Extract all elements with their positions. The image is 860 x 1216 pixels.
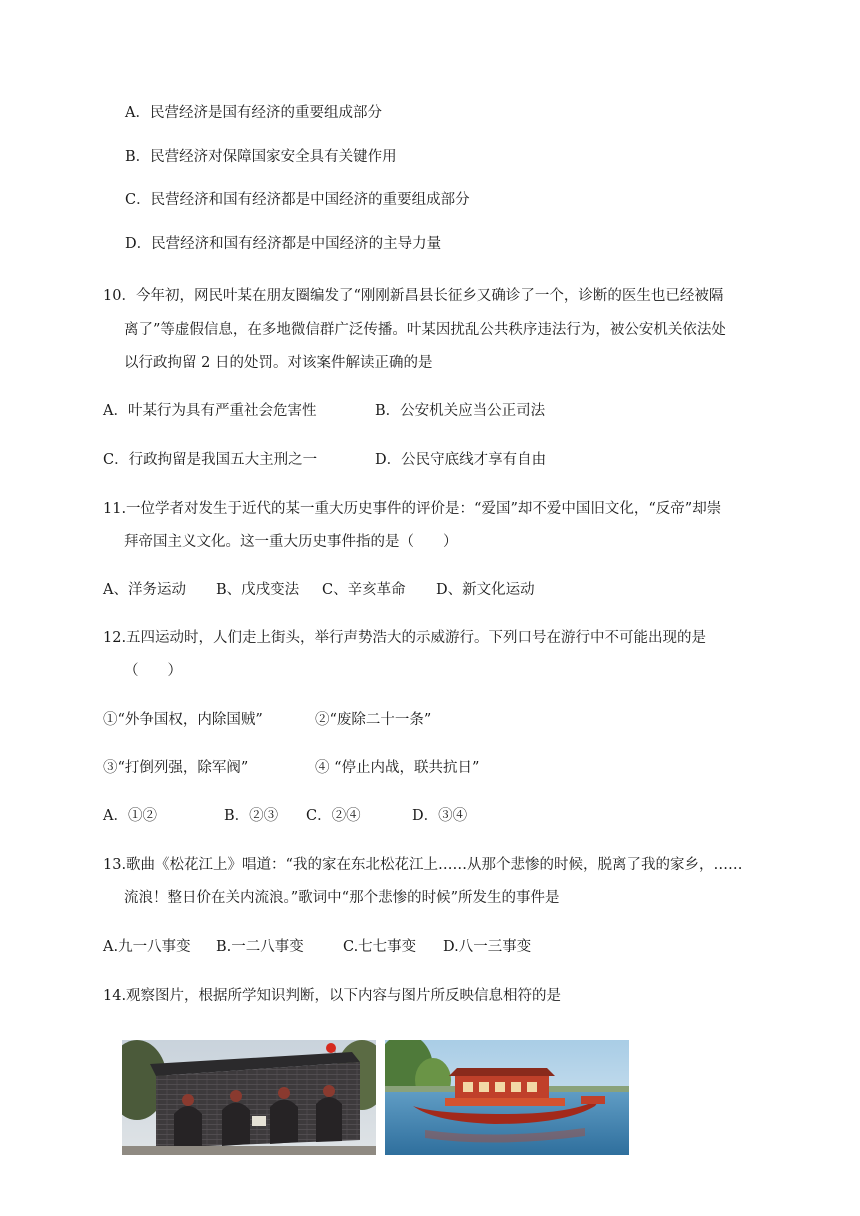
- q10-option-c: C．行政拘留是我国五大主刑之一: [103, 452, 318, 468]
- q11-option-c: C、辛亥革命: [322, 582, 406, 598]
- q11-option-a: A、洋务运动: [103, 582, 186, 598]
- q9-option-b: B．民营经济对保障国家安全具有关键作用: [125, 149, 397, 165]
- q12-slogan-1: ①“外争国权，内除国贼”: [103, 712, 263, 728]
- q11-option-d: D、新文化运动: [436, 582, 535, 598]
- q12-option-b: B．②③: [224, 808, 279, 824]
- q11-stem-line-2: 拜帝国主义文化。这一重大历史事件指的是（ ）: [124, 534, 458, 550]
- q12-stem-line-2: （ ）: [124, 663, 182, 679]
- q10-stem-line-2: 离了”等虚假信息，在多地微信群广泛传播。叶某因扰乱公共秩序违法行为，被公安机关依法处: [124, 322, 726, 338]
- q13-options: [103, 937, 753, 957]
- q12-slogans-row-1: [103, 710, 753, 730]
- q11-option-b: B、戊戌变法: [216, 582, 300, 598]
- q13-option-c: C.七七事变: [343, 939, 417, 955]
- q11-stem-line-1: 11.一位学者对发生于近代的某一重大历史事件的评价是：“爱国”却不爱中国旧文化，“反帝”却崇: [103, 501, 722, 517]
- q12-slogan-3: ③“打倒列强，除军阀”: [103, 760, 249, 776]
- q13-option-a: A.九一八事变: [103, 939, 191, 955]
- q12-option-a: A．①②: [103, 808, 157, 824]
- q12-slogan-4: ④ “停止内战，联共抗日”: [315, 760, 480, 776]
- q10-option-d: D．公民守底线才享有自由: [375, 452, 547, 468]
- red-boat-photo: [385, 1040, 629, 1155]
- q12-option-c: C．②④: [306, 808, 361, 824]
- q12-option-d: D．③④: [412, 808, 468, 824]
- q9-option-d: D．民营经济和国有经济都是中国经济的主导力量: [125, 236, 442, 252]
- q13-option-b: B.一二八事变: [216, 939, 304, 955]
- q10-stem-line-1: 10．今年初，网民叶某在朋友圈编发了“刚刚新昌县长征乡又确诊了一个，诊断的医生也已经被隔: [103, 288, 724, 304]
- q10-stem-line-3: 以行政拘留 2 日的处罚。对该案件解读正确的是: [124, 355, 433, 371]
- q10-option-a: A．叶某行为具有严重社会危害性: [103, 403, 317, 419]
- q11-options: [103, 580, 753, 600]
- q9-option-a: A．民营经济是国有经济的重要组成部分: [125, 105, 382, 121]
- q12-stem-line-1: 12.五四运动时，人们走上街头，举行声势浩大的示威游行。下列口号在游行中不可能出现的是: [103, 630, 707, 646]
- q12-slogans-row-2: [103, 758, 753, 778]
- q10-options-row-2: [103, 450, 753, 470]
- q12-options: [103, 806, 753, 826]
- q10-options-row-1: [103, 401, 753, 421]
- q12-slogan-2: ②“废除二十一条”: [315, 712, 432, 728]
- q13-option-d: D.八一三事变: [443, 939, 532, 955]
- q10-option-b: B．公安机关应当公正司法: [375, 403, 546, 419]
- memorial-hall-photo: [122, 1040, 376, 1155]
- q14-stem: 14.观察图片，根据所学知识判断，以下内容与图片所反映信息相符的是: [103, 988, 562, 1004]
- q13-stem-line-1: 13.歌曲《松花江上》唱道：“我的家在东北松花江上……从那个悲惨的时候，脱离了我的家乡，……: [103, 857, 743, 873]
- q9-option-c: C．民营经济和国有经济都是中国经济的重要组成部分: [125, 192, 470, 208]
- q13-stem-line-2: 流浪！整日价在关内流浪。”歌词中“那个悲惨的时候”所发生的事件是: [124, 890, 560, 906]
